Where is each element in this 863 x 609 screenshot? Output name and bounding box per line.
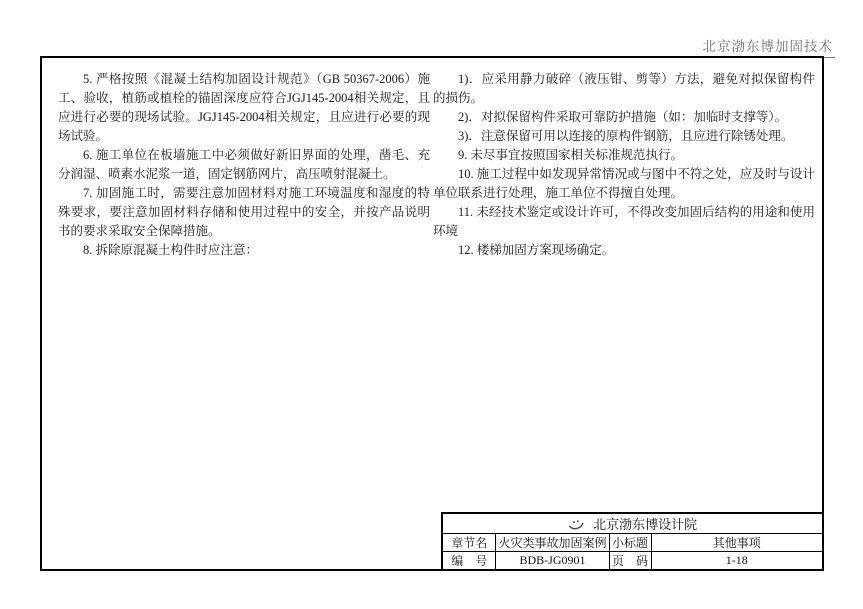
content-frame [40, 56, 824, 571]
paragraph-item-9: 9. 未尽事宜按照国家相关标准规范执行。 [458, 148, 684, 162]
title-block-institute-row [442, 513, 823, 534]
title-block-row [442, 552, 823, 571]
paragraph-item-8: 8. 拆除原混凝土构件时应注意： [83, 243, 259, 257]
paragraph-item-5: 5. 严格按照《混凝土结构加固设计规范》（GB 50367-2006）施工、验收，植筋或植栓的锚固深度应符合JGJ145-2004相关规定，且应进行必要的现场试验。JGJ145-2004相关规定，且应进行必要的现场试验。 [58, 72, 430, 143]
title-block-row [442, 534, 823, 552]
chapter-value: 火灾类事故加固案例 [496, 534, 609, 552]
subtitle-value: 其他事项 [651, 534, 823, 552]
paragraph-item-12: 12. 楼梯加固方案现场确定。 [458, 243, 615, 257]
page-label: 页 码 [609, 552, 651, 571]
paragraph-item-7: 7. 加固施工时，需要注意加固材料对施工环境温度和湿度的特殊要求，要注意加固材料存储和使用过程中的安全，并按产品说明书的要求采取安全保障措施。 [58, 186, 430, 238]
running-header [699, 35, 836, 58]
institute-name: 北京渤东博设计院 [593, 517, 698, 532]
number-label: 编 号 [442, 552, 496, 571]
paragraph-item-8-1: 1)．应采用静力破碎（液压钳、剪等）方法，避免对拟保留构件的损伤。 [433, 72, 815, 105]
institute-cell [442, 513, 823, 534]
title-block-table [441, 512, 824, 571]
chapter-label: 章节名 [442, 534, 496, 552]
subtitle-label: 小标题 [609, 534, 651, 552]
page-value: 1-18 [651, 552, 823, 571]
design-institute-logo-icon [568, 518, 585, 531]
right-text-column [433, 70, 815, 260]
number-value: BDB-JG0901 [496, 552, 609, 571]
paragraph-item-8-3: 3)．注意保留可用以连接的原构件钢筋，且应进行除锈处理。 [458, 129, 794, 143]
paragraph-item-8-2: 2)．对拟保留构件采取可靠防护措施（如：加临时支撑等）。 [458, 110, 788, 124]
paragraph-item-6: 6. 施工单位在板墙施工中必须做好新旧界面的处理，凿毛、充分润湿、喷素水泥浆一道，固定钢筋网片，高压喷射混凝土。 [58, 148, 430, 181]
paragraph-item-11: 11. 未经技术鉴定或设计许可，不得改变加固后结构的用途和使用环境 [433, 205, 815, 238]
paragraph-item-10: 10. 施工过程中如发现异常情况或与图中不符之处，应及时与设计单位联系进行处理，施工单位不得擅自处理。 [433, 167, 815, 200]
left-text-column [58, 70, 430, 260]
company-header-text: 北京渤东博加固技术 [702, 39, 833, 54]
